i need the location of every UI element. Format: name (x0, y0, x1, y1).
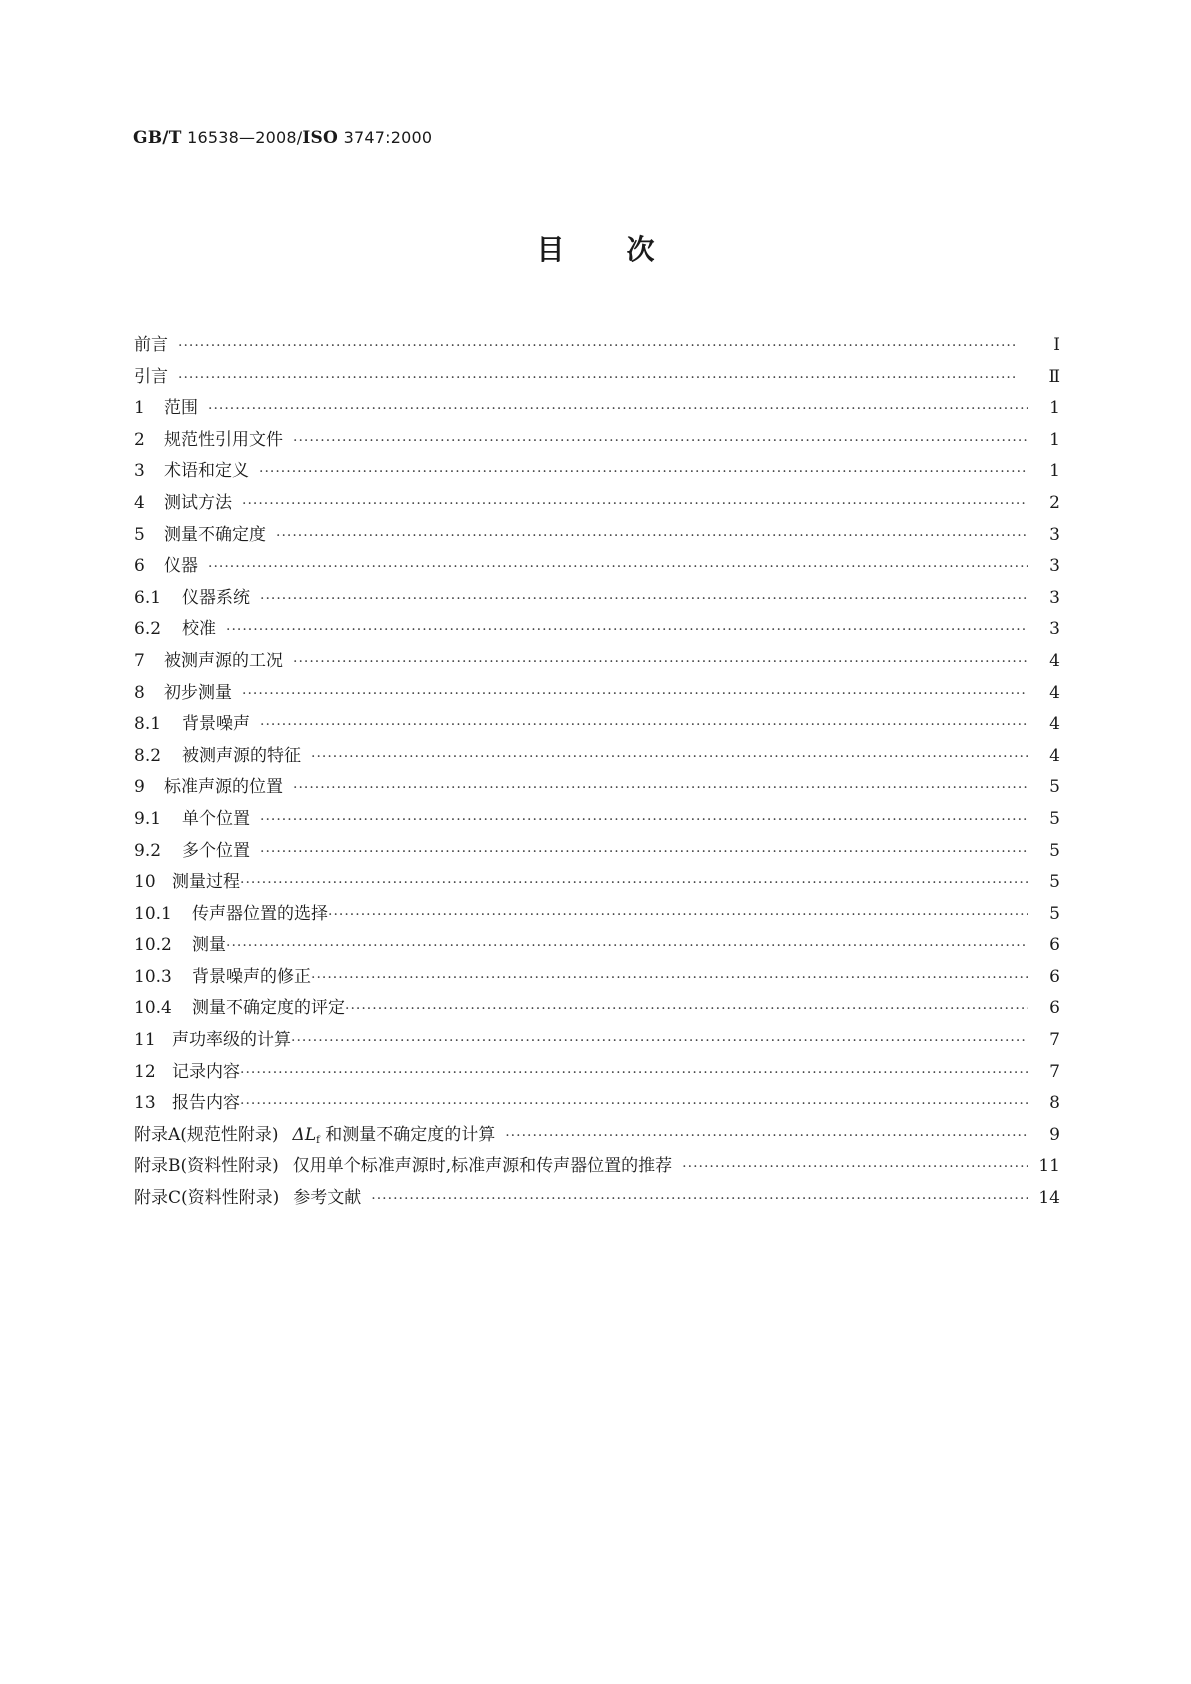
toc-section-title: 标准声源的位置 (164, 777, 283, 798)
toc-section-title: 被测声源的特征 (182, 745, 301, 766)
toc-section-title: 背景噪声的修正 (192, 966, 311, 987)
dot-leader (260, 591, 1028, 607)
annex-title (293, 1183, 371, 1208)
iso-number: 3747:2000 (343, 128, 433, 147)
toc-page-number: 1 (1049, 429, 1060, 450)
toc-page-number: 4 (1049, 682, 1060, 703)
toc-section-title: 单个位置 (182, 808, 250, 829)
dot-leader (311, 749, 1028, 765)
annex-title-text: 和测量不确定度的计算 (325, 1124, 496, 1145)
toc-page-number: 5 (1049, 903, 1060, 924)
toc-page-number: 4 (1049, 714, 1060, 735)
dot-leader (682, 1159, 1028, 1175)
dot-leader (208, 401, 1028, 417)
toc-entry[interactable] (134, 1057, 1060, 1089)
toc-entry[interactable] (134, 930, 1060, 962)
toc-page-number: 7 (1049, 1030, 1060, 1051)
dot-leader (226, 938, 1028, 954)
toc-section-number: 2 (134, 429, 145, 450)
toc-section-number: 9 (134, 777, 145, 798)
toc-entry[interactable] (134, 456, 1060, 488)
dot-leader (260, 844, 1028, 860)
toc-section-title: 测试方法 (164, 492, 232, 513)
annex-page-number: 14 (1038, 1188, 1060, 1209)
toc-section-number: 13 (134, 1093, 156, 1114)
toc-section-title: 校准 (182, 619, 216, 640)
toc-page-number: 1 (1049, 398, 1060, 419)
toc-section-number: 9.2 (134, 840, 162, 861)
toc-section-number: 6.2 (134, 619, 162, 640)
dot-leader (242, 496, 1028, 512)
toc-page-number: 5 (1049, 808, 1060, 829)
toc-section-title: 测量过程 (172, 872, 240, 893)
toc-section-number: 11 (134, 1030, 156, 1051)
toc-entry[interactable] (134, 741, 1060, 773)
toc-entry[interactable] (134, 425, 1060, 457)
annex-prefix: 附录A(规范性附录) (134, 1124, 279, 1145)
toc-section-title: 多个位置 (182, 840, 250, 861)
toc-section-number: 10 (134, 872, 156, 893)
dot-leader (178, 370, 1028, 386)
annex-page-number: 9 (1049, 1124, 1060, 1145)
dot-leader (240, 1096, 1028, 1112)
annex-title-text: 参考文献 (293, 1188, 362, 1209)
annex-entry[interactable] (134, 1183, 1060, 1215)
annex-entry[interactable] (134, 1151, 1060, 1183)
toc-section-title: 仪器系统 (182, 587, 250, 608)
dot-leader (505, 1128, 1028, 1144)
toc-section-number: 12 (134, 1061, 156, 1082)
toc-page-number: 3 (1049, 556, 1060, 577)
toc-entry[interactable] (134, 393, 1060, 425)
dot-leader (345, 1001, 1028, 1017)
dot-leader (259, 464, 1028, 480)
toc-section-title: 仪器 (164, 556, 198, 577)
toc-section-number: 10.1 (134, 903, 172, 924)
toc-entry[interactable] (134, 614, 1060, 646)
toc-section-title: 记录内容 (172, 1061, 240, 1082)
toc-section-title: 测量 (192, 935, 226, 956)
toc-section-title: 初步测量 (164, 682, 232, 703)
toc-entry[interactable] (134, 836, 1060, 868)
toc-entry[interactable] (134, 993, 1060, 1025)
toc-section-title: 传声器位置的选择 (192, 903, 328, 924)
toc-page-number: 6 (1049, 935, 1060, 956)
toc-entry[interactable] (134, 709, 1060, 741)
toc-section-number: 10.3 (134, 966, 172, 987)
dot-leader (226, 622, 1028, 638)
toc-section-number: 9.1 (134, 808, 162, 829)
toc-entry[interactable] (134, 1025, 1060, 1057)
toc-page-number: 7 (1049, 1061, 1060, 1082)
toc-section-number: 1 (134, 398, 145, 419)
toc-entry[interactable] (134, 551, 1060, 583)
iso-prefix: ISO (302, 128, 339, 148)
toc-section-title: 规范性引用文件 (164, 429, 283, 450)
toc-page-number: 2 (1049, 492, 1060, 513)
toc-page-number: 3 (1049, 619, 1060, 640)
annex-entry[interactable] (134, 1120, 1060, 1152)
delta-l-subscript: f (316, 1134, 320, 1146)
toc-section-title: 测量不确定度的评定 (192, 998, 345, 1019)
toc-section-number: 8.1 (134, 714, 162, 735)
dot-leader (242, 686, 1028, 702)
toc-page-number: 4 (1049, 745, 1060, 766)
dot-leader (260, 812, 1028, 828)
standard-number-header (133, 128, 432, 148)
table-of-contents (134, 330, 1060, 1215)
standard-number: 16538—2008/ (187, 128, 303, 147)
toc-section-title: 引言 (134, 366, 168, 387)
toc-entry[interactable] (134, 488, 1060, 520)
dot-leader (240, 1065, 1028, 1081)
dot-leader (208, 559, 1028, 575)
dot-leader (178, 338, 1028, 354)
annex-title (293, 1120, 506, 1146)
toc-entry[interactable] (134, 678, 1060, 710)
toc-section-number: 3 (134, 461, 145, 482)
annex-prefix: 附录B(资料性附录) (134, 1156, 279, 1177)
dot-leader (311, 970, 1028, 986)
toc-page-number: 5 (1049, 777, 1060, 798)
toc-section-title: 声功率级的计算 (172, 1030, 291, 1051)
toc-section-title: 背景噪声 (182, 714, 250, 735)
dot-leader (293, 654, 1028, 670)
toc-page-number: 6 (1049, 966, 1060, 987)
toc-section-number: 7 (134, 650, 145, 671)
toc-section-title: 前言 (134, 335, 168, 355)
toc-entry[interactable] (134, 362, 1060, 394)
toc-entry[interactable] (134, 583, 1060, 615)
delta-l-symbol: ΔL (292, 1124, 317, 1145)
toc-section-title: 术语和定义 (164, 461, 249, 482)
toc-section-number: 8.2 (134, 745, 162, 766)
toc-page-number: 3 (1049, 524, 1060, 545)
toc-section-title: 报告内容 (172, 1093, 240, 1114)
dot-leader (371, 1191, 1028, 1207)
toc-section-number: 10.2 (134, 935, 172, 956)
toc-page-number: 5 (1049, 840, 1060, 861)
toc-entry[interactable] (134, 899, 1060, 931)
toc-section-title: 范围 (164, 398, 198, 419)
toc-section-title: 被测声源的工况 (164, 650, 283, 671)
toc-entry[interactable] (134, 330, 1060, 362)
toc-entry[interactable] (134, 804, 1060, 836)
toc-page-number: 4 (1049, 650, 1060, 671)
toc-page-number: 5 (1049, 872, 1060, 893)
dot-leader (293, 433, 1028, 449)
annex-page-number: 11 (1038, 1156, 1060, 1177)
toc-section-number: 5 (134, 524, 145, 545)
toc-entry[interactable] (134, 520, 1060, 552)
toc-section-number: 10.4 (134, 998, 172, 1019)
dot-leader (276, 528, 1028, 544)
toc-page-number: 1 (1049, 461, 1060, 482)
toc-page-number: 3 (1049, 587, 1060, 608)
toc-page-number: Ⅱ (1048, 366, 1060, 387)
page-title: 目次 (536, 233, 717, 266)
dot-leader (328, 907, 1028, 923)
toc-section-number: 4 (134, 492, 145, 513)
dot-leader (291, 1033, 1028, 1049)
toc-section-number: 6.1 (134, 587, 162, 608)
toc-entry[interactable] (134, 867, 1060, 899)
toc-entry[interactable] (134, 962, 1060, 994)
toc-section-title: 测量不确定度 (164, 524, 266, 545)
standard-prefix: GB/T (133, 128, 182, 148)
annex-prefix: 附录C(资料性附录) (134, 1188, 280, 1209)
annex-title-text: 仅用单个标准声源时,标准声源和传声器位置的推荐 (292, 1156, 673, 1177)
toc-entry[interactable] (134, 1088, 1060, 1120)
dot-leader (293, 780, 1028, 796)
toc-page-number: Ⅰ (1053, 335, 1060, 355)
toc-entry[interactable] (134, 772, 1060, 804)
toc-entry[interactable] (134, 646, 1060, 678)
toc-page-number: 8 (1049, 1093, 1060, 1114)
annex-title (293, 1151, 682, 1176)
toc-page-number: 6 (1049, 998, 1060, 1019)
toc-section-number: 8 (134, 682, 145, 703)
dot-leader (240, 875, 1028, 891)
dot-leader (260, 717, 1028, 733)
toc-section-number: 6 (134, 556, 145, 577)
